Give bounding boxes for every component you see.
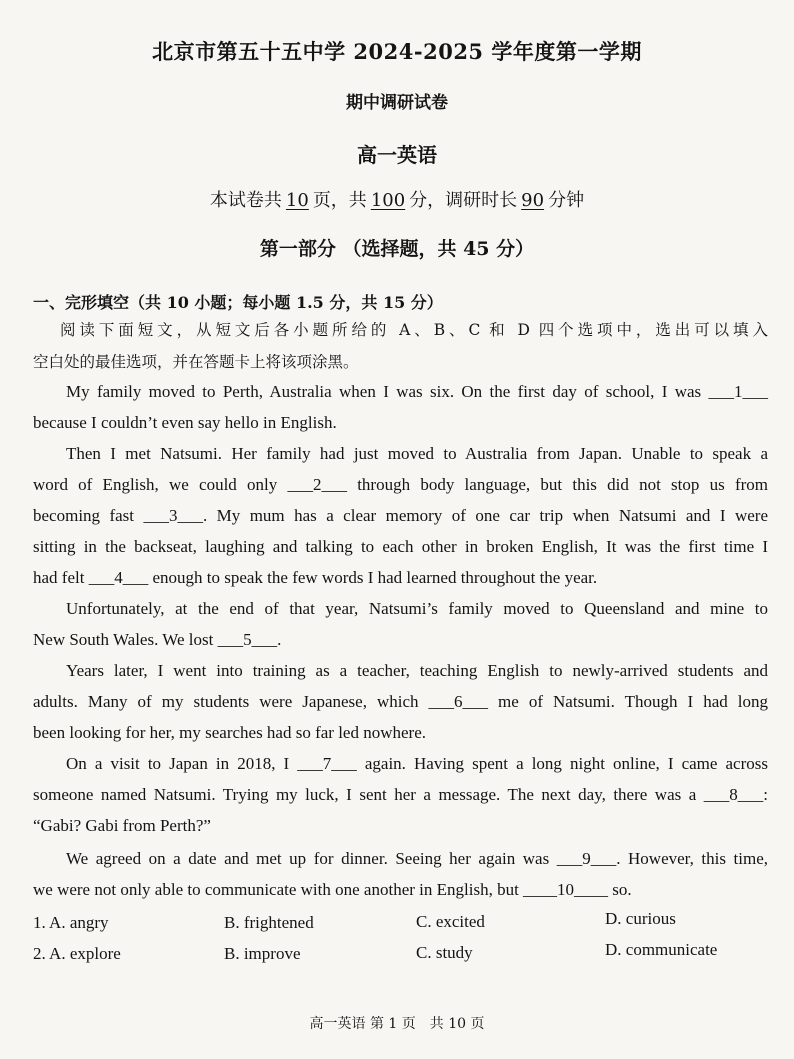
passage-line: had felt ___4___ enough to speak the few words I had learned throughout the year. — [33, 568, 598, 587]
passage-line: New South Wales. We lost ___5___. — [33, 630, 282, 649]
question-2-option-a: 2. A. explore — [33, 944, 121, 963]
instruction-line: 阅读下面短文，从短文后各小题所给的 A、B、C 和 D 四个选项中，选出可以填入 — [60, 321, 768, 339]
passage-line: because I couldn’t even say hello in English. — [33, 413, 337, 432]
passage-line: Unfortunately, at the end of that year, Natsumi’s family moved to Queensland and mine to — [66, 599, 768, 618]
passage-line: On a visit to Japan in 2018, I ___7___ again. Having spent a long night online, I came across — [66, 754, 768, 773]
part-title: 第一部分 （选择题，共 45 分） — [259, 238, 535, 260]
passage-line: someone named Natsumi. Trying my luck, I sent her a message. The next day, there was a ___8___: — [33, 785, 768, 804]
passage-line: Years later, I went into training as a teacher, teaching English to newly-arrived students and — [66, 661, 768, 680]
school-title: 北京市第五十五中学 2024-2025 学年度第一学期 — [152, 39, 642, 64]
passage-line: word of English, we could only ___2___ through body language, but this did not stop us from — [33, 475, 768, 494]
info-text-4: 分钟 — [548, 190, 585, 211]
passage-line: My family moved to Perth, Australia when I was six. On the first day of school, I was ___1___ — [66, 382, 768, 401]
page-count: 10 — [285, 190, 309, 211]
info-text-3: 分，调研时长 — [409, 190, 518, 211]
passage-line: becoming fast ___3___. My mum has a clear memory of one car trip when Natsumi and I were — [33, 506, 768, 525]
total-score: 100 — [370, 190, 406, 211]
passage-line: adults. Many of my students were Japanese, which ___6___ me of Natsumi. Though I had long — [33, 692, 768, 711]
exam-type: 期中调研试卷 — [346, 93, 448, 113]
passage-line: Then I met Natsumi. Her family had just moved to Australia from Japan. Unable to speak a — [66, 444, 768, 463]
info-text-1: 本试卷共 — [209, 190, 282, 211]
passage-line: sitting in the backseat, laughing and talking to each other in broken English, It was the first time I — [33, 537, 768, 556]
exam-info — [0, 186, 794, 212]
info-text-2: 页，共 — [312, 190, 367, 211]
question-1-option-a: 1. A. angry — [33, 913, 109, 932]
section-title: 一、完形填空（共 10 小题；每小题 1.5 分，共 15 分） — [33, 293, 443, 312]
question-2-option-d: D. communicate — [605, 940, 718, 959]
question-1-option-c: C. excited — [416, 912, 485, 931]
instruction-line: 空白处的最佳选项，并在答题卡上将该项涂黑。 — [33, 353, 359, 371]
question-2-option-b: B. improve — [224, 944, 301, 963]
subject-title: 高一英语 — [357, 143, 437, 167]
question-1-option-b: B. frightened — [224, 913, 314, 932]
duration: 90 — [521, 190, 545, 211]
passage-line: We agreed on a date and met up for dinner. Seeing her again was ___9___. However, this time, — [66, 849, 768, 868]
question-1-option-d: D. curious — [605, 909, 676, 928]
page-footer: 高一英语 第 1 页 共 10 页 — [309, 1016, 485, 1032]
passage-line: been looking for her, my searches had so far led nowhere. — [33, 723, 427, 742]
passage-line: we were not only able to communicate with one another in English, but ____10____ so. — [33, 880, 632, 899]
question-2-option-c: C. study — [416, 943, 473, 962]
passage-line: “Gabi? Gabi from Perth?” — [33, 816, 211, 835]
